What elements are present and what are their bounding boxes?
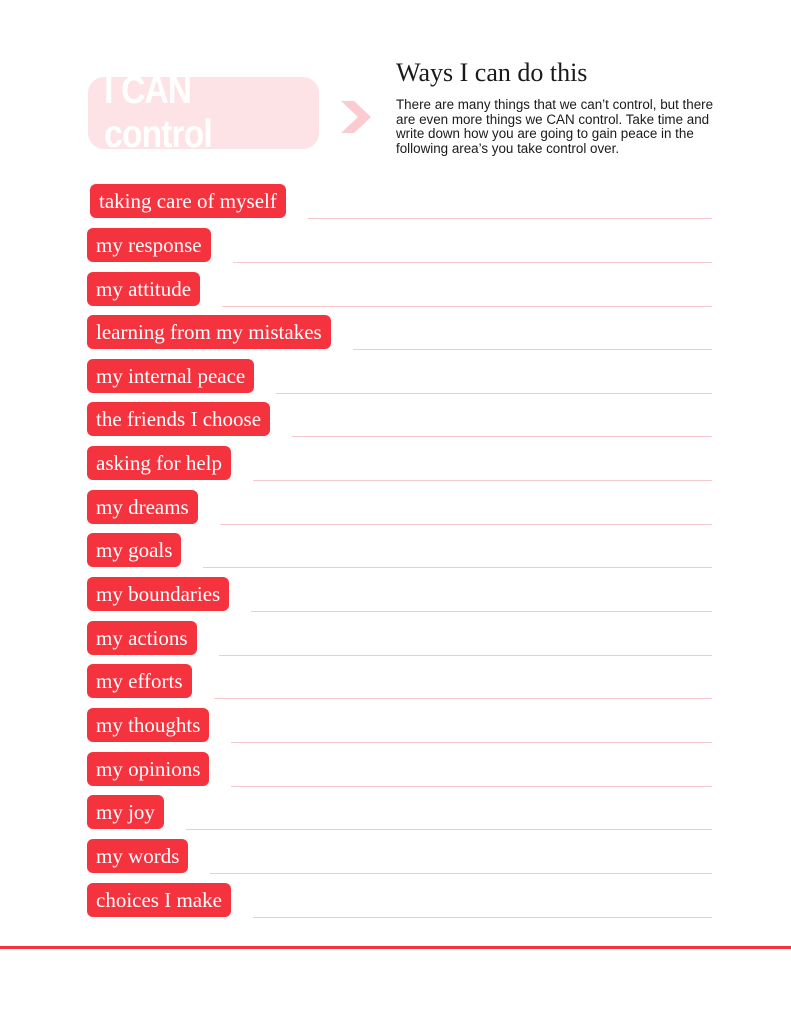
writing-line[interactable] <box>219 655 712 656</box>
area-label: my internal peace <box>87 359 254 393</box>
list-item <box>0 708 791 742</box>
area-label: my opinions <box>87 752 209 786</box>
list-item <box>0 839 791 873</box>
area-label: my words <box>87 839 188 873</box>
area-label: my joy <box>87 795 164 829</box>
list-item <box>0 184 791 218</box>
writing-line[interactable] <box>308 218 712 219</box>
banner-title: I CAN control <box>104 69 212 156</box>
page-title: Ways I can do this <box>396 58 588 87</box>
list-item <box>0 752 791 786</box>
writing-line[interactable] <box>222 306 712 307</box>
list-item <box>0 883 791 917</box>
list-item <box>0 577 791 611</box>
writing-line[interactable] <box>251 611 712 612</box>
writing-line[interactable] <box>276 393 712 394</box>
list-item <box>0 359 791 393</box>
area-label: asking for help <box>87 446 231 480</box>
area-label: taking care of myself <box>90 184 286 218</box>
area-label: my attitude <box>87 272 200 306</box>
list-item <box>0 490 791 524</box>
writing-line[interactable] <box>214 698 712 699</box>
writing-line[interactable] <box>253 480 712 481</box>
footer-divider <box>0 946 791 949</box>
area-label: choices I make <box>87 883 231 917</box>
area-label: my efforts <box>87 664 192 698</box>
list-item <box>0 228 791 262</box>
list-item <box>0 795 791 829</box>
list-item <box>0 664 791 698</box>
area-label: my thoughts <box>87 708 209 742</box>
area-label: my response <box>87 228 211 262</box>
list-item <box>0 402 791 436</box>
writing-line[interactable] <box>231 786 712 787</box>
writing-line[interactable] <box>233 262 712 263</box>
area-label: the friends I choose <box>87 402 270 436</box>
writing-line[interactable] <box>210 873 712 874</box>
list-item <box>0 621 791 655</box>
list-item <box>0 315 791 349</box>
writing-line[interactable] <box>231 742 712 743</box>
area-label: my actions <box>87 621 197 655</box>
writing-line[interactable] <box>186 829 712 830</box>
writing-line[interactable] <box>203 567 712 568</box>
area-label: my dreams <box>87 490 198 524</box>
writing-line[interactable] <box>292 436 712 437</box>
writing-line[interactable] <box>253 917 712 918</box>
area-label: my goals <box>87 533 181 567</box>
list-item <box>0 446 791 480</box>
list-item <box>0 272 791 306</box>
area-label: my boundaries <box>87 577 229 611</box>
i-can-control-banner <box>88 69 319 156</box>
intro-paragraph: There are many things that we can’t control, but there are even more things we CAN control. Take time and write down how you are going to gain peace in the following area’s you take control over. <box>396 97 714 156</box>
chevron-right-icon <box>339 97 373 137</box>
writing-line[interactable] <box>353 349 712 350</box>
writing-line[interactable] <box>220 524 712 525</box>
list-item <box>0 533 791 567</box>
area-label: learning from my mistakes <box>87 315 331 349</box>
